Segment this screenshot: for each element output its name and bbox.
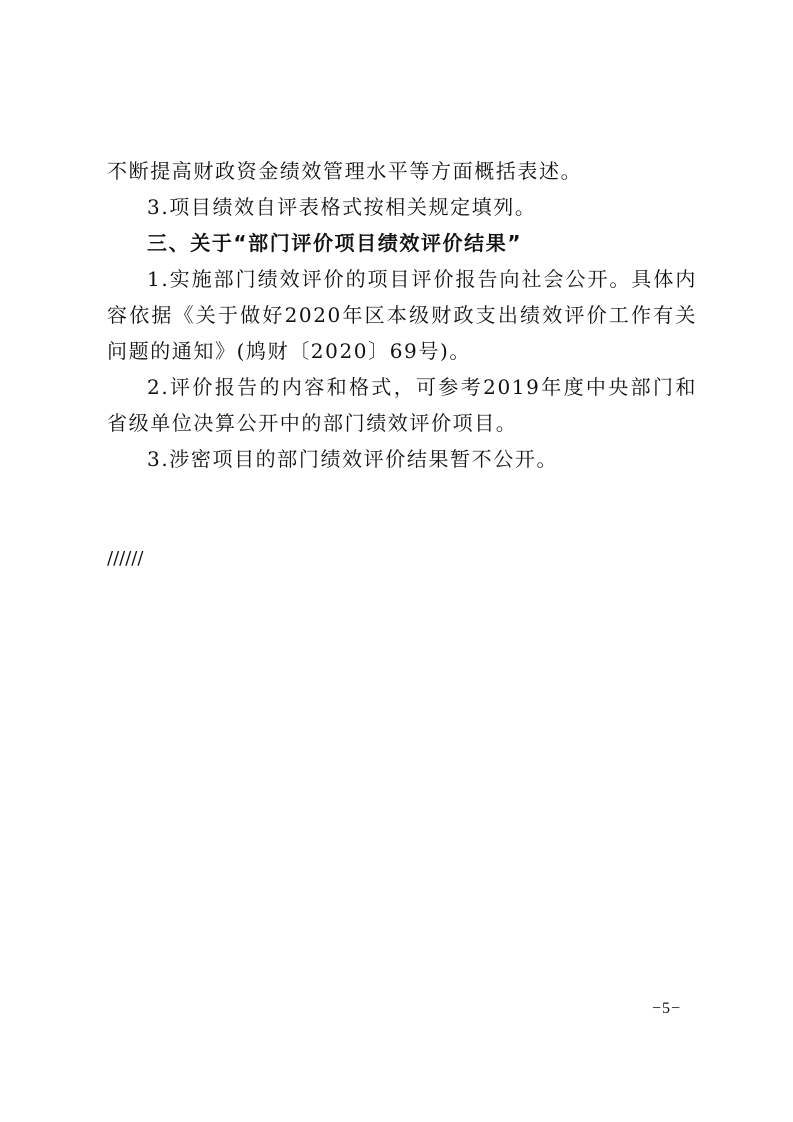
paragraph-continuation: 不断提高财政资金绩效管理水平等方面概括表述。 bbox=[107, 159, 583, 183]
page-number: −5− bbox=[652, 1000, 682, 1017]
paragraph-item-1-disclosure: 1.实施部门绩效评价的项目评价报告向社会公开。具体内容依据《关于做好2020年区本级财政支出绩效评价工作有关问题的通知》(鸠财〔2020〕69号)。 bbox=[107, 267, 697, 363]
end-marker: ////// bbox=[107, 548, 144, 569]
document-body bbox=[107, 153, 697, 477]
paragraph-item-3-format: 3.项目绩效自评表格式按相关规定填列。 bbox=[147, 195, 537, 219]
section-heading-3: 三、关于“部门评价项目绩效评价结果” bbox=[147, 231, 523, 255]
paragraph-item-2-content-format: 2.评价报告的内容和格式，可参考2019年度中央部门和省级单位决算公开中的部门绩效评价项目。 bbox=[107, 375, 697, 435]
paragraph-item-3-confidential: 3.涉密项目的部门绩效评价结果暂不公开。 bbox=[147, 447, 559, 471]
